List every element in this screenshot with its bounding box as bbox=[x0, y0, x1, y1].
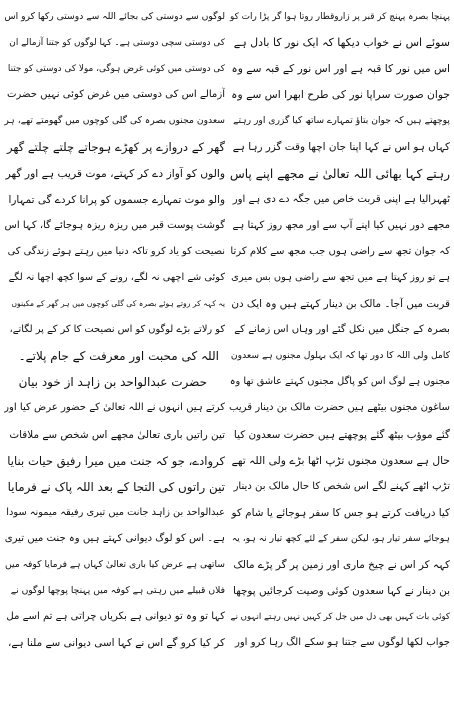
right-text-column bbox=[229, 4, 450, 715]
text-line: گئے موؤب بیٹھ گئے پوچھتے ہیں حضرت سعدون کیا bbox=[233, 428, 450, 441]
text-line: کو رلاتے بڑے لوگوں کو اس نصیحت کا کر کے پر لگاتے، bbox=[9, 324, 225, 336]
text-line: اس میں نور کا قبہ ہے اور اس نور کے قبہ سے وہ bbox=[231, 62, 450, 76]
text-line: ہوجائے سفر تیار ہو، لیکن سفر کے لئے کچھ تیار نہ ہو، یہ bbox=[231, 532, 450, 544]
text-line: آزمالے اس کی دوستی میں غرض کوئی نہیں حضرت bbox=[6, 89, 225, 101]
text-line: کہہ کر اس نے چیخ ماری اور زمین پر گر پڑے مالک bbox=[233, 558, 450, 571]
text-line: تین راتوں کی التجا کے بعد اللہ پاک نے فرمایا bbox=[7, 479, 225, 494]
text-line: لوگوں سے دوستی کی بجائے اللہ سے دوستی رکھا کرو اس bbox=[4, 11, 225, 22]
text-line: قربت میں آجا۔ مالک بن دینار کہتے ہیں وہ ایک دن bbox=[231, 298, 450, 311]
text-line: ساتھی ہے عرض کیا باری تعالیٰ کہاں ہے فرمایا کوفہ میں bbox=[5, 558, 225, 570]
text-line: ہے۔ اس کو لوگ دیوانی کہتے ہیں وہ جنت میں تیری bbox=[4, 532, 225, 544]
text-line: ٹھہرالیا ہے اپنی قربت خاص میں جگہ دے دی ہے اور bbox=[232, 193, 450, 205]
text-line: کہاں ہو اس نے کہا اپنا جان اچھا وقت گزر رہا ہے bbox=[232, 141, 450, 154]
text-line: تڑپ اٹھے کہنے لگے اس شخص کا حال مالک بن دینار bbox=[233, 480, 450, 492]
text-line: کوئی شے اچھی نہ لگے، رونے کے سوا کچھ اچھا نہ لگے bbox=[8, 271, 225, 283]
text-line: کوئی بات کہیں بھی دل میں جل کر کہیں نہیں رہتے انہوں نے bbox=[230, 612, 450, 623]
text-line: کرتے ہیں انہوں نے اللہ تعالیٰ کے حضور عرض کیا اور bbox=[4, 402, 225, 414]
text-line: بصرہ کے جنگل میں نکل گئے اور وہاں اس زمانے کے bbox=[234, 324, 450, 336]
text-line: گھر کے دروازے پر کھڑے ہوجاتے چلتے چلتے گھر bbox=[6, 140, 225, 155]
text-line: کامل ولی اللہ کا دور تھا کہ ایک بہلول مجنوں ہے سعدون bbox=[230, 350, 450, 362]
text-line: اللہ کی محبت اور معرفت کے جام پلاتے۔ bbox=[18, 349, 219, 364]
text-line: کر کیا کرو گے اس نے کہا اسی دیوانی سے ملنا ہے، bbox=[8, 637, 225, 650]
text-line: سعدون مجنوں بصرہ کی گلی کوچوں میں گھومتے تھے، ہر bbox=[4, 115, 225, 127]
text-line: کہ جوان تجھ سے راضی ہوں جب مجھ سے کلام کرتا bbox=[230, 245, 450, 257]
text-line: والوں کو آواز دے کر کہتے، موت قریب ہے اور گھر bbox=[5, 166, 225, 180]
text-line: پوچھتے ہیں کہ جوان بتاؤ تمہارے ساتھ کیا گزری اور رہتے bbox=[233, 115, 450, 127]
text-line: جوان صورت سراپا نور کی طرح ابھرا اس سے وہ bbox=[231, 88, 450, 102]
text-line: گوشت پوست قبر میں ریزہ ریزہ ہوجائے گا، کہا اس bbox=[4, 219, 225, 231]
text-line: کی دوستی سچی دوستی ہے۔ کہا لوگوں کو جتنا آزمالے ان bbox=[9, 38, 225, 49]
text-line: سوئے اس نے خواب دیکھا کہ ایک نور کا بادل ہے bbox=[233, 36, 450, 50]
text-line: یہ کہہ کر روتے ہوئے بصرہ کی گلی کوچوں میں ہر گھر کے مکینوں bbox=[11, 299, 225, 309]
text-line: مجنوں ہے لوگ اس کو پاگل مجنوں کہتے عاشق تھا وہ bbox=[229, 376, 450, 388]
text-line: حال ہے سعدون مجنوں تڑپ اٹھا بڑے ولی اللہ تھے bbox=[231, 453, 450, 467]
text-line: پہنچا بصرہ پہنچ کر قبر پر زاروقطار روتا ہوا گر پڑا رات کو bbox=[230, 12, 450, 22]
text-line: کی دوستی میں کوئی غرض ہوگی، مولا کی دوستی کو جتنا bbox=[7, 64, 225, 75]
text-line: نصیحت کو یاد کرو تاکہ دنیا میں رہتے ہوئے زندگی کی bbox=[7, 245, 225, 257]
text-line: والو موت تمہارے جسموں کو پرانا کردے گی تمہارا bbox=[8, 193, 225, 206]
section-heading: حضرت عبدالواحد بن زاہد از خود بیان bbox=[18, 375, 207, 390]
text-line: جواب لکھا لوگوں سے جتنا ہو سکے الگ رہا کرو اور bbox=[234, 637, 450, 649]
text-line: مجھے دور نہیں کیا اپنے آپ سے اور مجھ روز کہتا ہے bbox=[232, 219, 450, 231]
text-line: ہے تو روز کہتا ہے میں تجھ سے راضی ہوں بس میری bbox=[231, 271, 450, 283]
text-line: رہتے کہا بھائی اللہ تعالیٰ نے مجھے اپنے پاس bbox=[229, 166, 450, 181]
text-line: ساغون مجنوں بیٹھے ہیں حضرت مالک بن دینار قریب bbox=[229, 402, 450, 414]
text-line: کیا دریافت کرتے ہو جس کا سفر ہوجائے یا شام کو bbox=[231, 506, 450, 519]
text-line: فلاں قبیلے میں رہتی ہے کوفہ میں پہنچا پوچھا لوگوں نے bbox=[10, 585, 225, 597]
text-line: تین راتیں باری تعالیٰ مجھے اس شخص سے ملاقات bbox=[9, 428, 225, 441]
text-line: کہا تو وہ تو دیوانی ہے بکریاں چراتی ہے تم اسے مل bbox=[6, 611, 225, 623]
text-line: بن دینار نے کہا سعدون کوئی وصیت کرجائیں پوچھا bbox=[233, 585, 450, 598]
left-text-column bbox=[4, 4, 225, 715]
text-line: کروادے، جو کہ جنت میں میرا رفیق حیات بنایا bbox=[7, 453, 225, 468]
text-line: عبدالواحد بن زاہد جانت میں تیری رفیقہ میمونہ سودا bbox=[6, 506, 225, 518]
